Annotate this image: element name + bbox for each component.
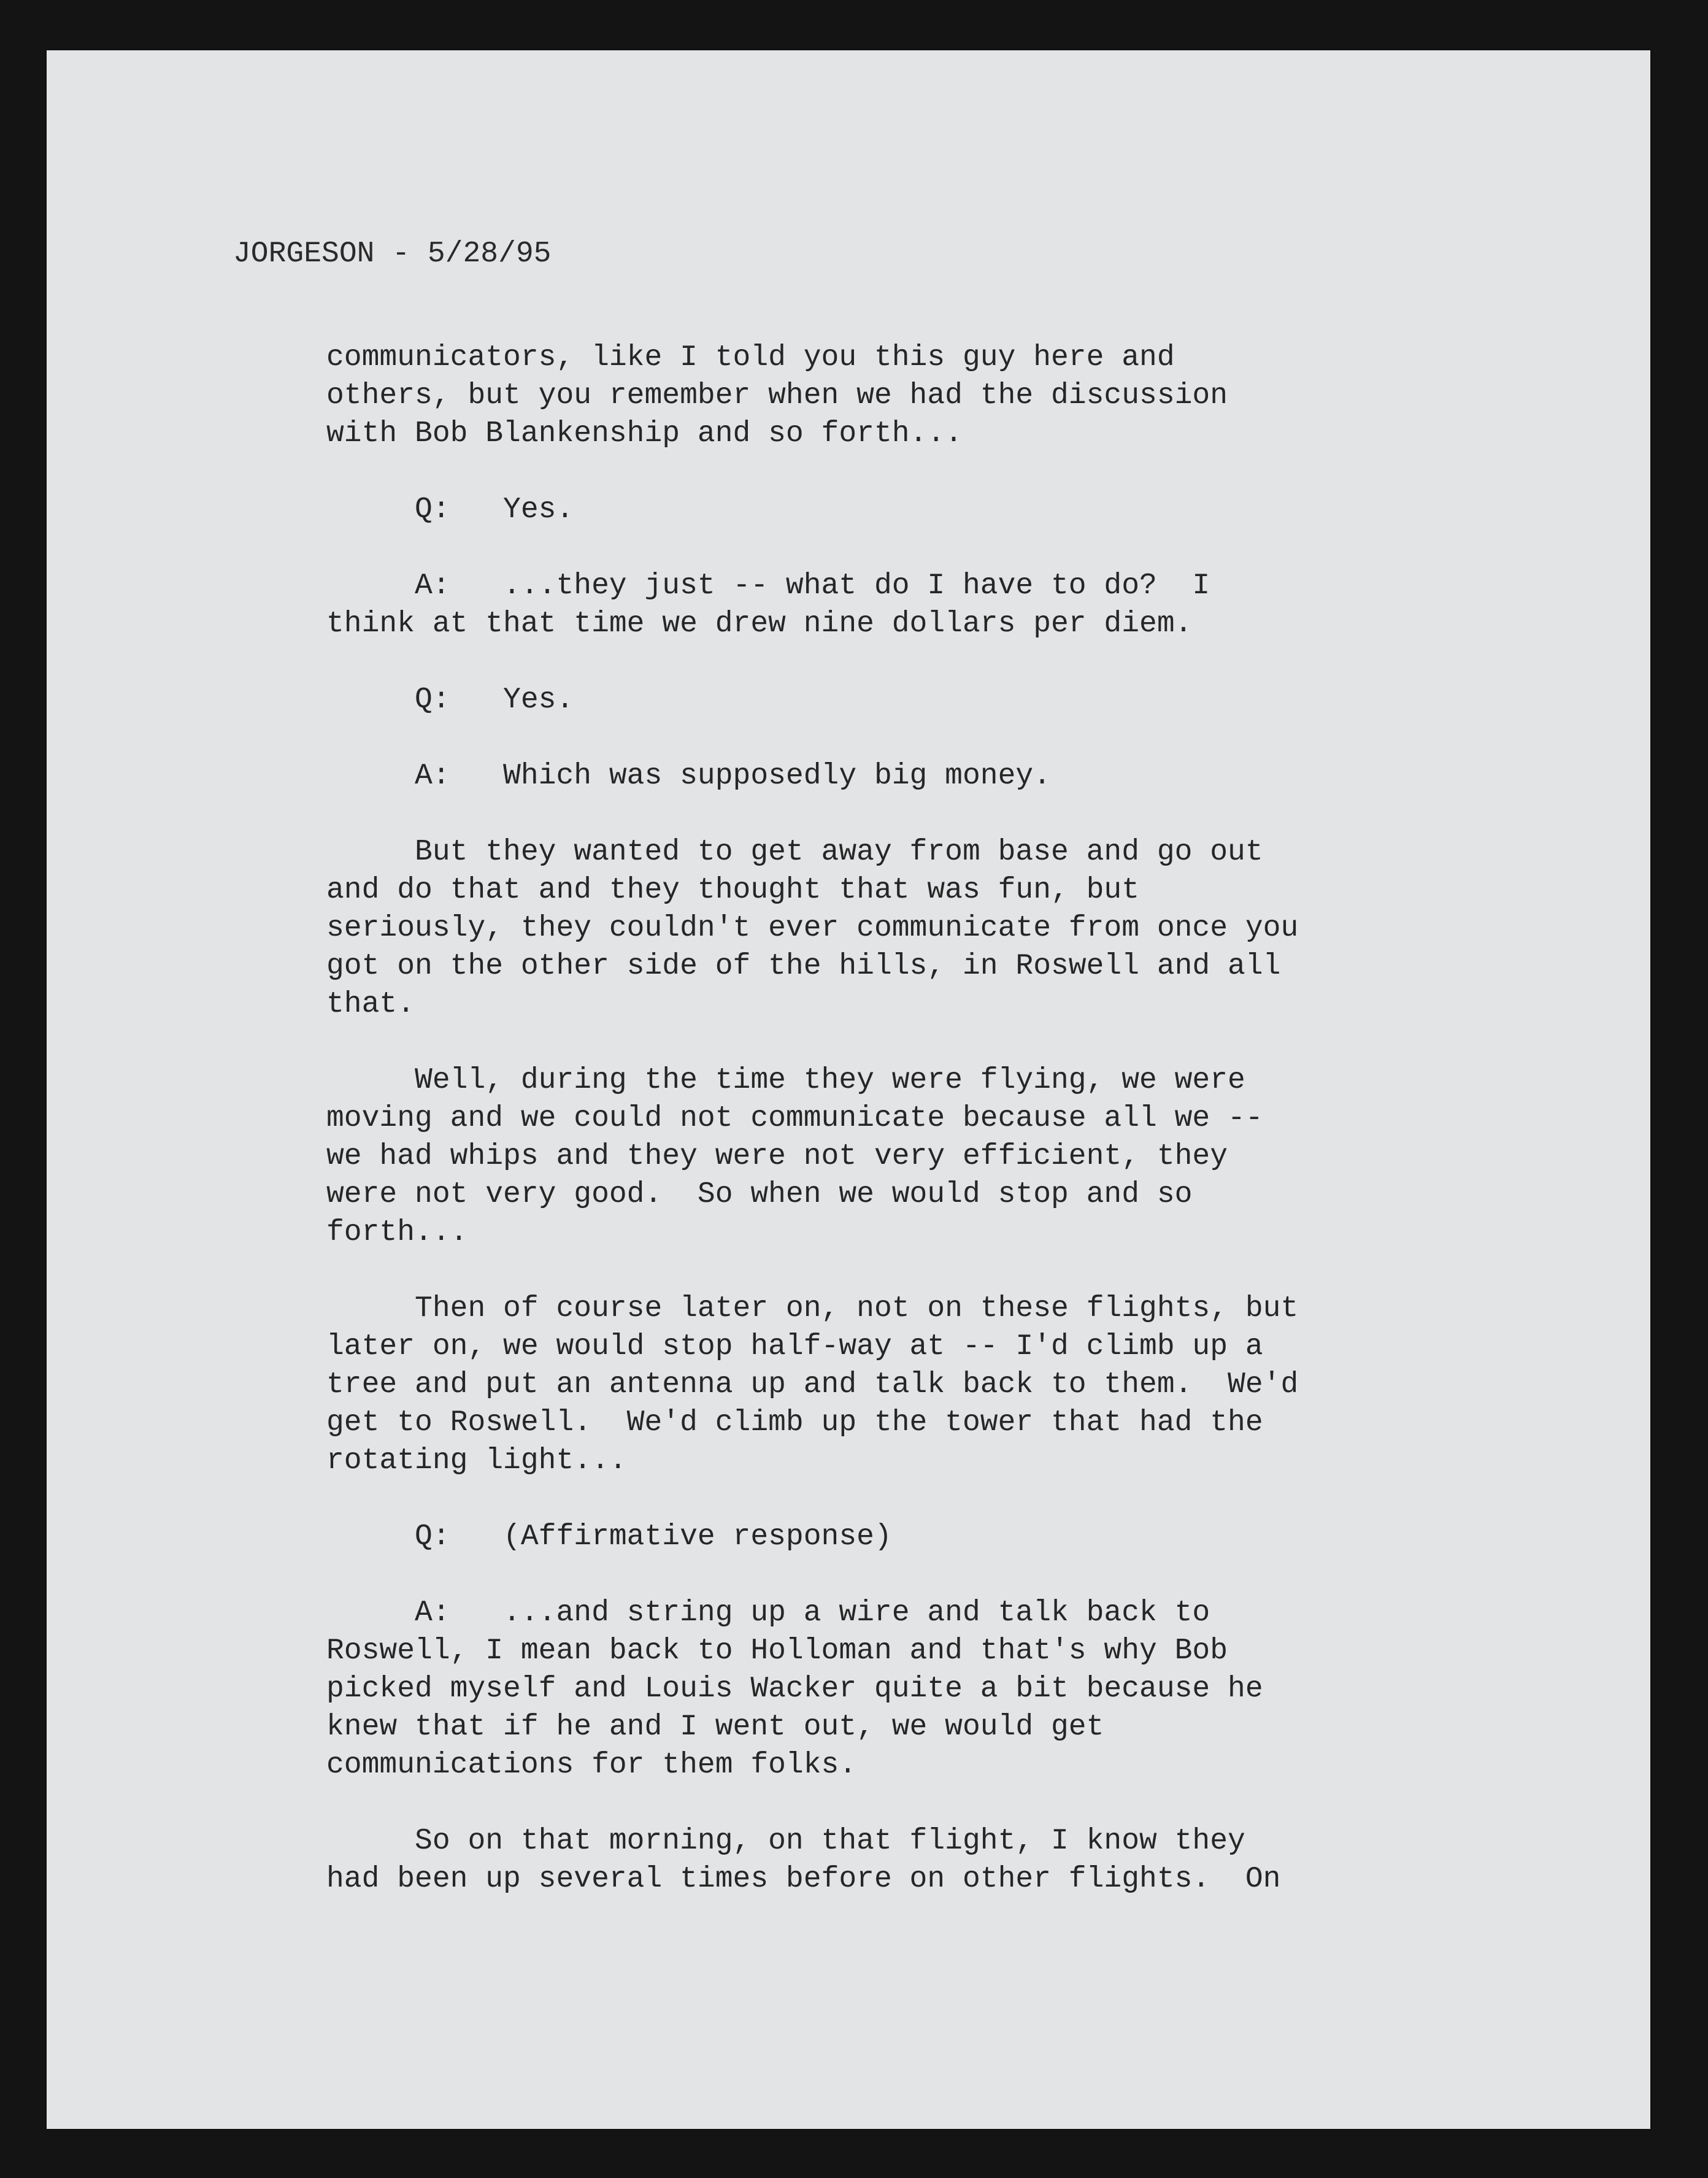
paragraph-6: But they wanted to get away from base and go out and do that and they thought that was fun, but seriously, they couldn't ever communicate from once you got on the other side of the hills, in Roswell and all that. <box>326 836 1299 1021</box>
paragraph-11: So on that morning, on that flight, I know they had been up several times before on other flights. On <box>326 1825 1281 1896</box>
paragraph-1: communicators, like I told you this guy here and others, but you remember when we had the discussion with Bob Blankenship and so forth... <box>326 341 1228 450</box>
paragraph-7: Well, during the time they were flying, we were moving and we could not communicate because all we -- we had whips and they were not very efficient, they were not very good. So when we would stop and so forth... <box>326 1064 1263 1249</box>
page-header: JORGESON - 5/28/95 <box>233 237 552 271</box>
paragraph-4: Q: Yes. <box>326 683 574 717</box>
document-page <box>47 50 1650 2129</box>
paragraph-5: A: Which was supposedly big money. <box>326 760 1051 793</box>
paragraph-10: A: ...and string up a wire and talk back to Roswell, I mean back to Holloman and that's why Bob picked myself and Louis Wacker quite a bit because he knew that if he and I went out, we would get communications for them folks. <box>326 1596 1263 1782</box>
paragraph-8: Then of course later on, not on these flights, but later on, we would stop half-way at -- I'd climb up a tree and put an antenna up and talk back to them. We'd get to Roswell. We'd climb up the tower that had the rotating light... <box>326 1292 1299 1477</box>
paragraph-2: Q: Yes. <box>326 493 574 526</box>
paragraph-3: A: ...they just -- what do I have to do? I think at that time we drew nine dollars per diem. <box>326 569 1210 641</box>
paragraph-9: Q: (Affirmative response) <box>326 1520 892 1553</box>
transcript-body <box>326 339 1602 1936</box>
